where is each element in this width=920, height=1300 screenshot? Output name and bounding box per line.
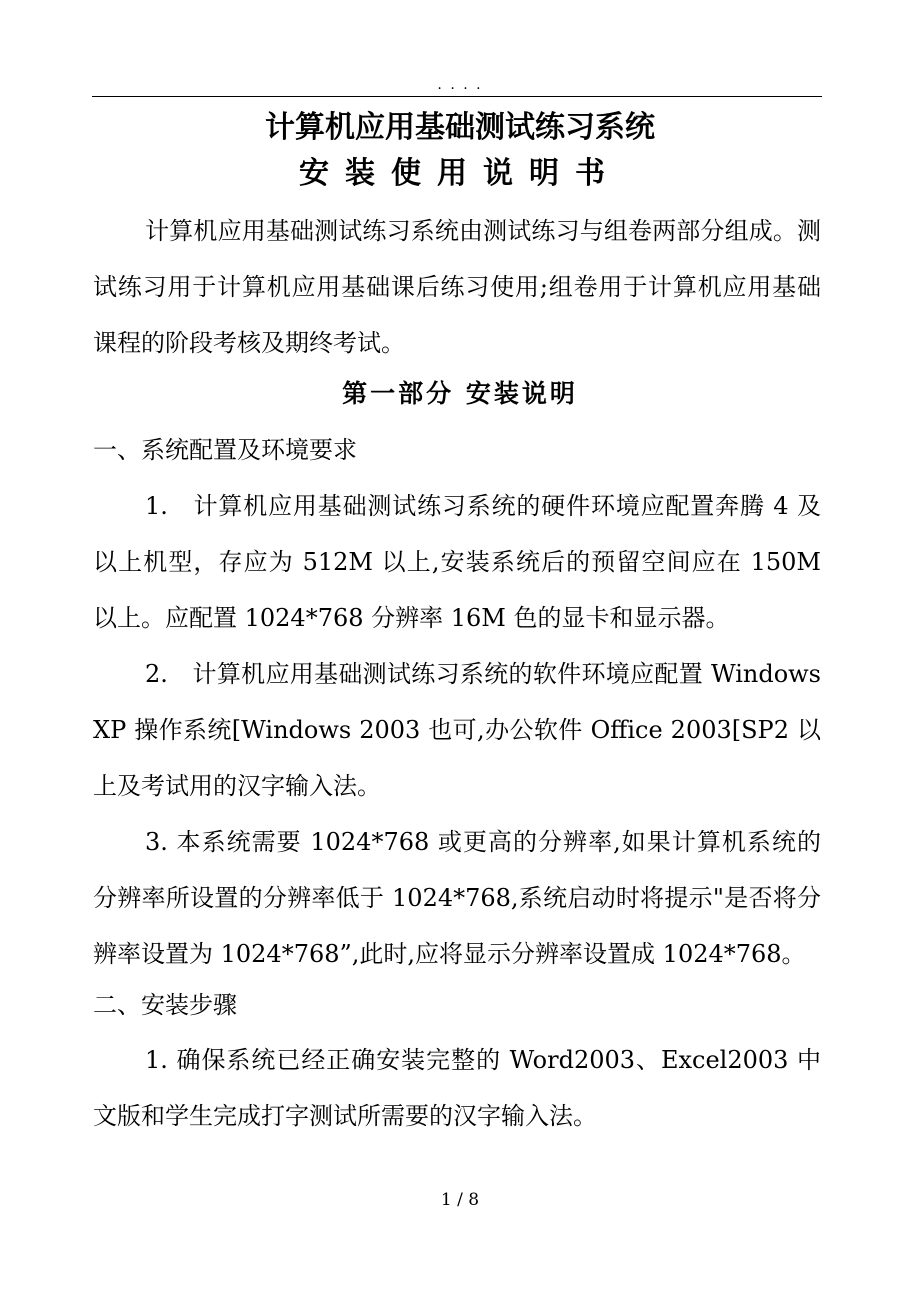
install-step-1 [93, 1032, 821, 1144]
requirement-item-1-text: 1. 计算机应用基础测试练习系统的硬件环境应配置奔腾 4 及以上机型，存应为 512M 以上,安装系统后的预留空间应在 150M 以上。应配置 1024*768 分辨率 16M 色的显卡和显示器。 [93, 492, 821, 632]
requirement-item-1 [93, 478, 821, 646]
page-number: 1 / 8 [440, 1190, 480, 1210]
part1-title: 第一部分 安装说明 [342, 379, 578, 408]
document-title: 计算机应用基础测试练习系统 [265, 110, 655, 145]
requirement-item-3-text: 3. 本系统需要 1024*768 或更高的分辨率,如果计算机系统的分辨率所设置的分辨率低于 1024*768,系统启动时将提示"是否将分辨率设置为 1024*768”,此时,应将显示分辨率设置成 1024*768。 [93, 828, 821, 968]
install-step-1-text: 1. 确保系统已经正确安装完整的 Word2003、Excel2003 中文版和学生完成打字测试所需要的汉字输入法。 [93, 1046, 821, 1130]
requirement-item-2 [93, 646, 821, 814]
section2-heading: 二、安装步骤 [93, 991, 237, 1019]
section1-heading: 一、系统配置及环境要求 [93, 436, 357, 464]
document-subtitle: 安装使用说明书 [299, 156, 621, 191]
intro-text: 计算机应用基础测试练习系统由测试练习与组卷两部分组成。测试练习用于计算机应用基础课后练习使用;组卷用于计算机应用基础课程的阶段考核及期终考试。 [93, 217, 821, 357]
requirement-item-3 [93, 814, 821, 982]
intro-paragraph [93, 203, 821, 371]
requirement-item-2-text: 2. 计算机应用基础测试练习系统的软件环境应配置 Windows XP 操作系统[Windows 2003 也可,办公软件 Office 2003[SP2 以上及考试用的汉字输入法。 [93, 660, 821, 800]
header-rule [92, 96, 822, 97]
header-dots: . . . . [437, 77, 483, 93]
